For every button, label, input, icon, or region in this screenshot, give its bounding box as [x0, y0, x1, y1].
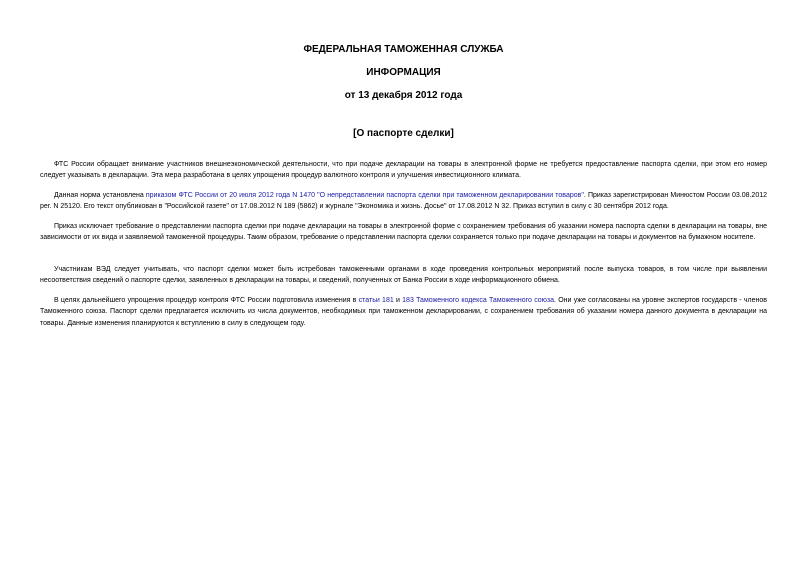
paragraph-5-conjunction: и — [393, 297, 403, 304]
article-183-link[interactable]: 183 Таможенного кодекса Таможенного союза — [402, 297, 555, 304]
order-1470-link[interactable]: приказом ФТС России от 20 июля 2012 года N 1470 "О непредставлении паспорта сделки при таможенном декларировании товаров" — [145, 192, 584, 199]
article-181-link[interactable]: статьи 181 — [358, 297, 394, 304]
paragraph-2 — [40, 190, 767, 213]
paragraph-2-text-end: . Приказ зарегистрирован Минюстом России 03.08.2012 рег. N 25120. Его текст опубликован в "Российской газете" от 17.08.2012 N 189 (5862) и журнале "Экономика и жизнь. Досье" от 17.08.2012 N 32. Приказ вступил в силу с 30 сентября 2012 года. — [40, 192, 767, 211]
paragraph-4: Участникам ВЭД следует учитывать, что паспорт сделки может быть истребован таможенными органами в ходе проведения контрольных мероприятий после выпуска товаров, в том числе при выявлении несоответствия сведений о паспорте сделки, заявленных в декларации на товары, и сведений, полученных от Банка России в ходе информационного обмена. — [40, 266, 767, 285]
document-subject: [О паспорте сделки] — [353, 128, 454, 139]
paragraph-1: ФТС России обращает внимание участников внешнеэкономической деятельности, что при подаче декларации на товары в электронной форме не требуется предоставление паспорта сделки, при этом его номер следует указывать в декларации. Эта мера разработана в целях упрощения процедур валютного контроля и улучшения инвестиционного климата. — [40, 161, 767, 180]
paragraph-5-text-end: . Они уже согласованы на уровне экспертов государств - членов Таможенного союза. Паспорт сделки предлагается исключить из числа документов, необходимых при таможенном декларировании, с сохранением требования об указании номера данного документа в декларации на товары. Данные изменения планируются к вступлению в силу в следующем году. — [40, 297, 767, 327]
paragraph-5-text-start: В целях дальнейшего упрощения процедур контроля ФТС России подготовила изменения в — [54, 297, 359, 304]
paragraph-2-text-start: Данная норма установлена — [54, 192, 146, 199]
document-type: ИНФОРМАЦИЯ — [366, 67, 441, 78]
paragraph-3: Приказ исключает требование о представлении паспорта сделки при подаче декларации на товары в электронной форме с сохранением требования об указании номера паспорта сделки в декларации на товары, вне зависимости от их вида и заявляемой таможенной процедуры. Таким образом, требование о представлении паспорта сделки сохраняется только при подаче декларации на товары и документов на бумажном носителе. — [40, 223, 767, 242]
document-date: от 13 декабря 2012 года — [344, 90, 463, 101]
agency-title: ФЕДЕРАЛЬНАЯ ТАМОЖЕННАЯ СЛУЖБА — [303, 44, 504, 55]
paragraph-5 — [40, 295, 767, 329]
